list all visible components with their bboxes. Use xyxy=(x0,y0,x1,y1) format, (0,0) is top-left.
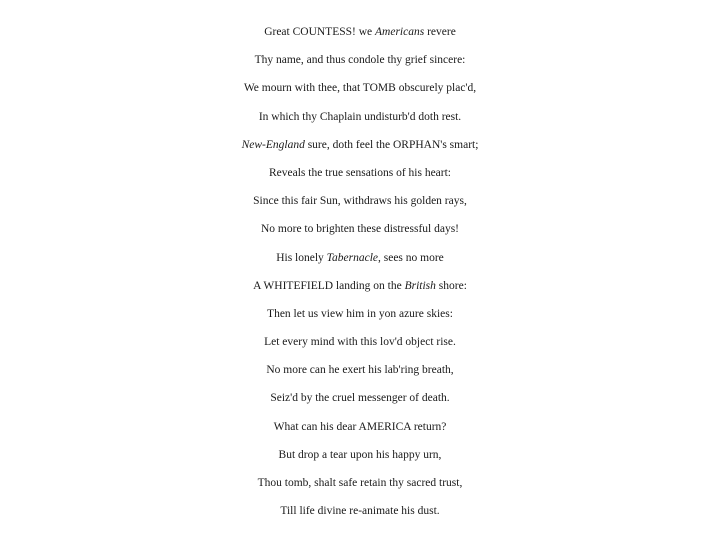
poem-line xyxy=(0,135,720,163)
poem-line-text: Reveals the true sensations of his heart: xyxy=(268,166,452,179)
poem-line-text: A WHITEFIELD landing on the xyxy=(253,279,405,292)
poem-line-text: We mourn with thee, that TOMB obscurely plac'd, xyxy=(243,82,477,95)
poem-line-text: sure, doth feel the ORPHAN's smart; xyxy=(304,138,479,151)
poem-line-text: What can his dear AMERICA return? xyxy=(273,420,447,433)
poem-line xyxy=(0,304,720,332)
poem-line xyxy=(0,219,720,247)
poem-line-text: Let every mind with this lov'd object rise. xyxy=(264,336,456,349)
poem-line-text: Seiz'd by the cruel messenger of death. xyxy=(270,392,450,405)
poem-line xyxy=(0,332,720,360)
poem-line xyxy=(0,50,720,78)
poem-line-italic-text: Tabernacle xyxy=(326,251,378,264)
poem-line xyxy=(0,107,720,135)
poem-line xyxy=(0,501,720,529)
poem-line-text: Great COUNTESS! we xyxy=(264,26,376,38)
poem-line xyxy=(0,388,720,416)
poem-line xyxy=(0,248,720,276)
poem-line-text: Then let us view him in yon azure skies: xyxy=(267,307,453,320)
poem-line-text: In which thy Chaplain undisturb'd doth rest. xyxy=(258,110,462,123)
poem-line-italic-text: Americans xyxy=(375,26,425,38)
poem-line-text: revere xyxy=(424,26,456,38)
poem-line-text: shore: xyxy=(435,279,467,292)
poem-line xyxy=(0,163,720,191)
poem-line-text: Thou tomb, shalt safe retain thy sacred trust, xyxy=(257,477,463,489)
poem-line xyxy=(0,276,720,304)
poem-line-text: But drop a tear upon his happy urn, xyxy=(278,448,442,461)
poem-line-text: His lonely xyxy=(276,251,327,264)
poem-line xyxy=(0,445,720,473)
poem-line-text: , sees no more xyxy=(378,251,444,264)
poem-line-text: Till life divine re-animate his dust. xyxy=(280,505,440,518)
poem-line xyxy=(0,22,720,50)
poem-text xyxy=(0,22,720,529)
poem-line-text: No more to brighten these distressful days! xyxy=(260,223,459,236)
poem-line-text: Since this fair Sun, withdraws his golden rays, xyxy=(253,195,467,208)
poem-line xyxy=(0,78,720,106)
poem-line xyxy=(0,191,720,219)
poem-line-italic-text: British xyxy=(404,279,436,292)
poem-line-text: Thy name, and thus condole thy grief sincere: xyxy=(254,54,466,67)
poem-line xyxy=(0,473,720,501)
poem-line-italic-text: New-England xyxy=(241,138,305,151)
poem-line xyxy=(0,417,720,445)
poem-line xyxy=(0,360,720,388)
poem-line-text: No more can he exert his lab'ring breath, xyxy=(266,364,454,377)
